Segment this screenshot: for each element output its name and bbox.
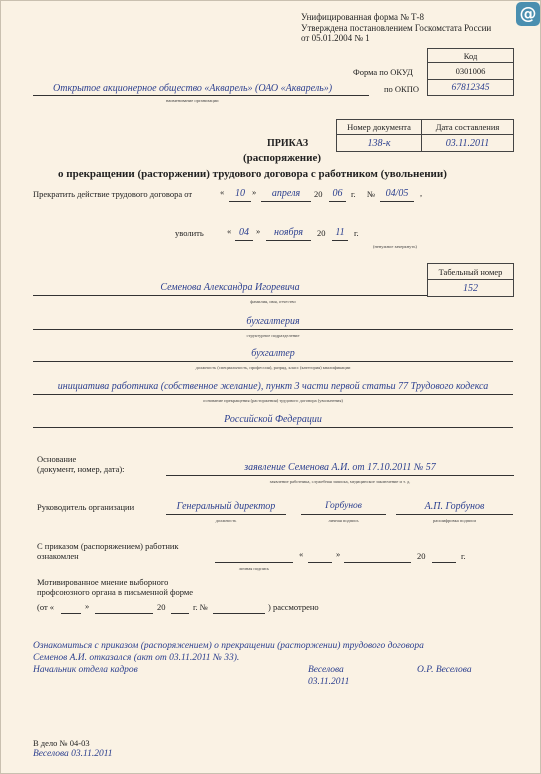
title-subject: о прекращении (расторжении) трудового договора с работником (увольнении) [58,168,447,180]
note-sign: Веселова [308,665,344,675]
organization-line [33,95,369,96]
dismiss-year-prefix: 20 [317,228,326,238]
employee-name-line [33,295,427,296]
department-caption: структурное подразделение [246,333,300,338]
dismiss-day: 04 [239,227,249,238]
head-position-caption: должность [215,518,237,523]
acquaint-g: г. [461,551,466,561]
contract-no-label: № [367,189,376,199]
acquaint-year-prefix: 20 [417,551,426,561]
contract-year-prefix: 20 [314,189,323,199]
ground-caption: основание прекращения (расторжения) трудового договора (увольнения) [203,398,343,403]
contract-year-line [329,201,346,202]
employee-name: Семенова Александра Игоревича [160,282,300,293]
dismiss-year-line [332,240,348,241]
ground2-line [33,427,513,428]
basis-label2: (документ, номер, дата): [37,464,125,474]
contract-number: 04/05 [385,188,409,199]
dismiss-month: ноября [273,227,304,238]
dismiss-label: уволить [175,228,204,238]
acquaint-month-line [344,562,411,563]
note-line1: Ознакомиться с приказом (распоряжением) о прекращении (расторжении) трудового договора [33,641,424,651]
acquaint-quote-open: « [299,549,304,559]
head-label: Руководитель организации [37,502,135,512]
doc-date-value: 03.11.2011 [421,134,514,152]
doc-number-value: 138-к [336,134,422,152]
okpo-label: по ОКПО [384,84,420,94]
tab-number-value: 152 [427,279,514,297]
position-caption: должность (специальность, профессия), разряд, класс (категория) квалификации [195,365,351,370]
position-line [33,361,513,362]
head-signature-line [301,514,386,515]
note-line2: Семенов А.И. отказался (акт от 03.11.2011 № 33). [33,653,240,663]
ground-continuation: Российской Федерации [224,414,322,425]
acquaint-caption: личная подпись [238,566,270,571]
dismiss-month-line [266,240,311,241]
archive-label: В дело № 04-03 [33,738,90,748]
note-date: 03.11.2011 [308,677,350,687]
dismiss-quote-close: » [256,226,261,236]
acquaint-year-line [432,562,456,563]
head-position-line [166,514,286,515]
contract-comma: , [420,188,423,198]
form-header-line3: от 05.01.2004 № 1 [301,33,370,43]
head-signature: Горбунов [325,501,362,511]
head-name-caption: расшифровка подписи [433,518,476,523]
department-line [33,329,513,330]
contract-quote-open: « [220,187,225,197]
contract-quote-close: » [252,187,257,197]
tab-number-header: Табельный номер [427,263,514,280]
acquaint-quote-close: » [336,549,341,559]
okud-value: 0301006 [427,62,514,80]
union-year-line [171,613,189,614]
doc-number-header: Номер документа [336,119,422,135]
ground-line [33,394,513,395]
contract-g: г. [351,189,356,199]
contract-day: 10 [235,188,245,199]
site-logo-icon[interactable]: @ [516,2,540,26]
basis-value: заявление Семенова А.И. от 17.10.2011 № 57 [244,462,436,473]
contract-year: 06 [332,188,343,199]
union-line2: профсоюзного органа в письменной форме [37,587,194,597]
archive-value: Веселова 03.11.2011 [33,749,113,759]
position: бухгалтер [251,348,295,359]
employee-name-caption: фамилия, имя, отчество [250,299,296,304]
union-year-prefix: 20 [157,602,166,612]
head-signature-caption: личная подпись [328,518,359,523]
union-month-line [95,613,153,614]
organization-caption: наименование организации [166,98,219,103]
title-prikaz: ПРИКАЗ [267,138,309,149]
union-ot: (от « [37,602,55,612]
union-line1: Мотивированное мнение выборного [37,577,169,587]
dismiss-year: 11 [335,227,345,238]
contract-day-line [229,201,251,202]
contract-month: апреля [271,188,301,199]
ground: инициатива работника (собственное желание), пункт 3 части первой статьи 77 Трудового кодекса [57,381,489,392]
union-quote-close: » [85,601,90,611]
union-number-line [213,613,265,614]
doc-date-header: Дата составления [421,119,514,135]
acquaint-label1: С приказом (распоряжением) работник [37,541,179,551]
basis-line [166,475,514,476]
title-rasporyazhenie: (распоряжение) [243,152,322,164]
contract-label: Прекратить действие трудового договора от [33,189,193,199]
union-g-no: г. № [193,602,208,612]
organization-name: Открытое акционерное общество «Акварель» (ОАО «Акварель») [53,83,333,94]
dismiss-day-line [235,240,253,241]
code-header: Код [427,48,514,63]
contract-number-line [380,201,414,202]
department: бухгалтерия [246,316,300,327]
note-line3: Начальник отдела кадров [33,665,138,675]
dismiss-g: г. [354,228,359,238]
contract-month-line [261,201,311,202]
okpo-value: 67812345 [427,79,514,96]
head-name-line [396,514,513,515]
acquaint-signature-line [215,562,293,563]
basis-caption: заявление работника, служебная записка, медицинское заключение и т. д. [269,479,411,484]
union-tail: ) рассмотрено [268,602,319,612]
dismiss-quote-open: « [227,226,232,236]
union-day-line [61,613,81,614]
dismiss-caption: (ненужное зачеркнуть) [373,244,417,249]
note-name: О.Р. Веселова [417,665,472,675]
head-name: А.П. Горбунов [424,501,485,512]
form-header-line1: Унифицированная форма № Т-8 [301,12,425,22]
acquaint-label2: ознакомлен [37,551,79,561]
form-header-line2: Утверждена постановлением Госкомстата России [301,23,492,33]
basis-label1: Основание [37,454,77,464]
acquaint-day-line [308,562,332,563]
okud-label: Форма по ОКУД [353,67,413,77]
head-position: Генеральный директор [176,501,276,512]
